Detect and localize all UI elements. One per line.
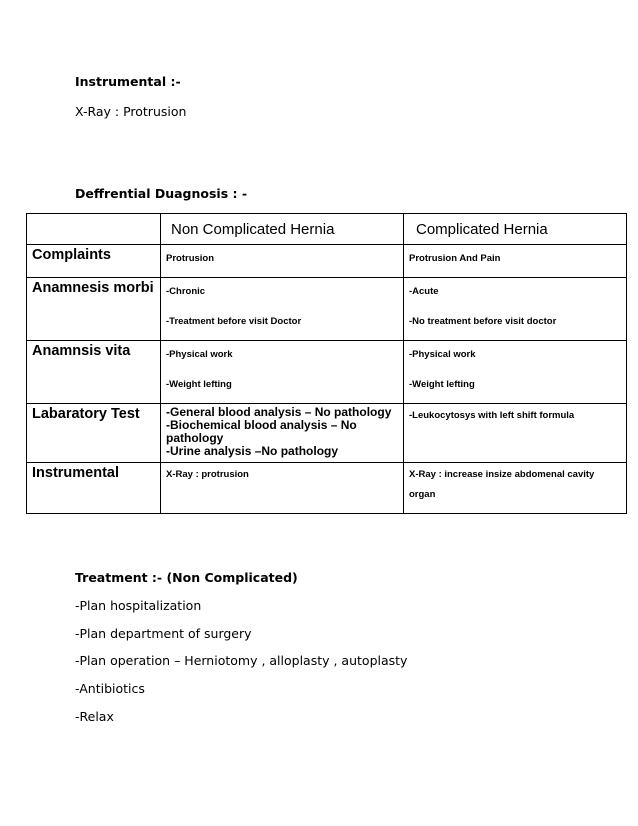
cell-non-complaints — [161, 245, 404, 278]
header-empty-cell — [27, 214, 161, 245]
cell-text: -Leukocytosys with left shift formula — [409, 410, 575, 421]
cell-non-anamnesis-vita — [161, 341, 404, 404]
treatment-item: -Plan hospitalization — [75, 598, 202, 613]
cell-text: -Treatment before visit Doctor — [166, 316, 302, 327]
cell-text: -Weight lefting — [409, 379, 475, 390]
treatment-item: -Plan department of surgery — [75, 626, 252, 641]
table-row — [27, 278, 627, 341]
differential-diagnosis-table — [26, 213, 627, 514]
table-header-row — [27, 214, 627, 245]
cell-non-instrumental — [161, 463, 404, 514]
treatment-item: -Plan operation – Herniotomy , alloplasty , autoplasty — [75, 653, 408, 668]
cell-text: Protrusion — [166, 253, 215, 264]
instrumental-xray-line: X-Ray : Protrusion — [75, 104, 187, 119]
cell-text: -Acute — [409, 286, 439, 297]
cell-text: -No treatment before visit doctor — [409, 316, 557, 327]
cell-text: -Physical work — [166, 349, 233, 360]
treatment-item: -Relax — [75, 709, 114, 724]
instrumental-heading: Instrumental :- — [75, 74, 181, 89]
row-label-laboratory-test: Labaratory Test — [27, 404, 161, 463]
table-row — [27, 341, 627, 404]
table-row — [27, 404, 627, 463]
cell-text: Protrusion And Pain — [409, 253, 501, 264]
treatment-item: -Antibiotics — [75, 681, 145, 696]
row-label-anamnesis-morbi: Anamnesis morbi — [27, 278, 161, 341]
cell-text: -Physical work — [409, 349, 476, 360]
cell-comp-complaints — [404, 245, 627, 278]
cell-text: -Urine analysis –No pathology — [166, 444, 339, 458]
cell-text: X-Ray : increase insize abdomenal cavity — [409, 469, 595, 480]
cell-comp-anamnesis-morbi — [404, 278, 627, 341]
row-label-instrumental: Instrumental — [27, 463, 161, 514]
table-row — [27, 463, 627, 514]
cell-non-anamnesis-morbi — [161, 278, 404, 341]
cell-text: -Chronic — [166, 286, 206, 297]
header-complicated: Complicated Hernia — [404, 214, 627, 245]
cell-text: -General blood analysis – No pathology — [166, 405, 392, 419]
cell-text: -Biochemical blood analysis – No pathology — [166, 418, 357, 445]
table-row — [27, 245, 627, 278]
cell-comp-instrumental — [404, 463, 627, 514]
row-label-complaints: Complaints — [27, 245, 161, 278]
header-non-complicated: Non Complicated Hernia — [161, 214, 404, 245]
cell-comp-anamnesis-vita — [404, 341, 627, 404]
cell-text: organ — [409, 489, 436, 500]
cell-comp-laboratory-test — [404, 404, 627, 463]
treatment-heading: Treatment :- (Non Complicated) — [75, 570, 298, 585]
cell-text: X-Ray : protrusion — [166, 469, 249, 480]
row-label-anamnesis-vita: Anamnsis vita — [27, 341, 161, 404]
cell-non-laboratory-test — [161, 404, 404, 463]
differential-heading: Deffrential Duagnosis : - — [75, 186, 248, 201]
cell-text: -Weight lefting — [166, 379, 232, 390]
